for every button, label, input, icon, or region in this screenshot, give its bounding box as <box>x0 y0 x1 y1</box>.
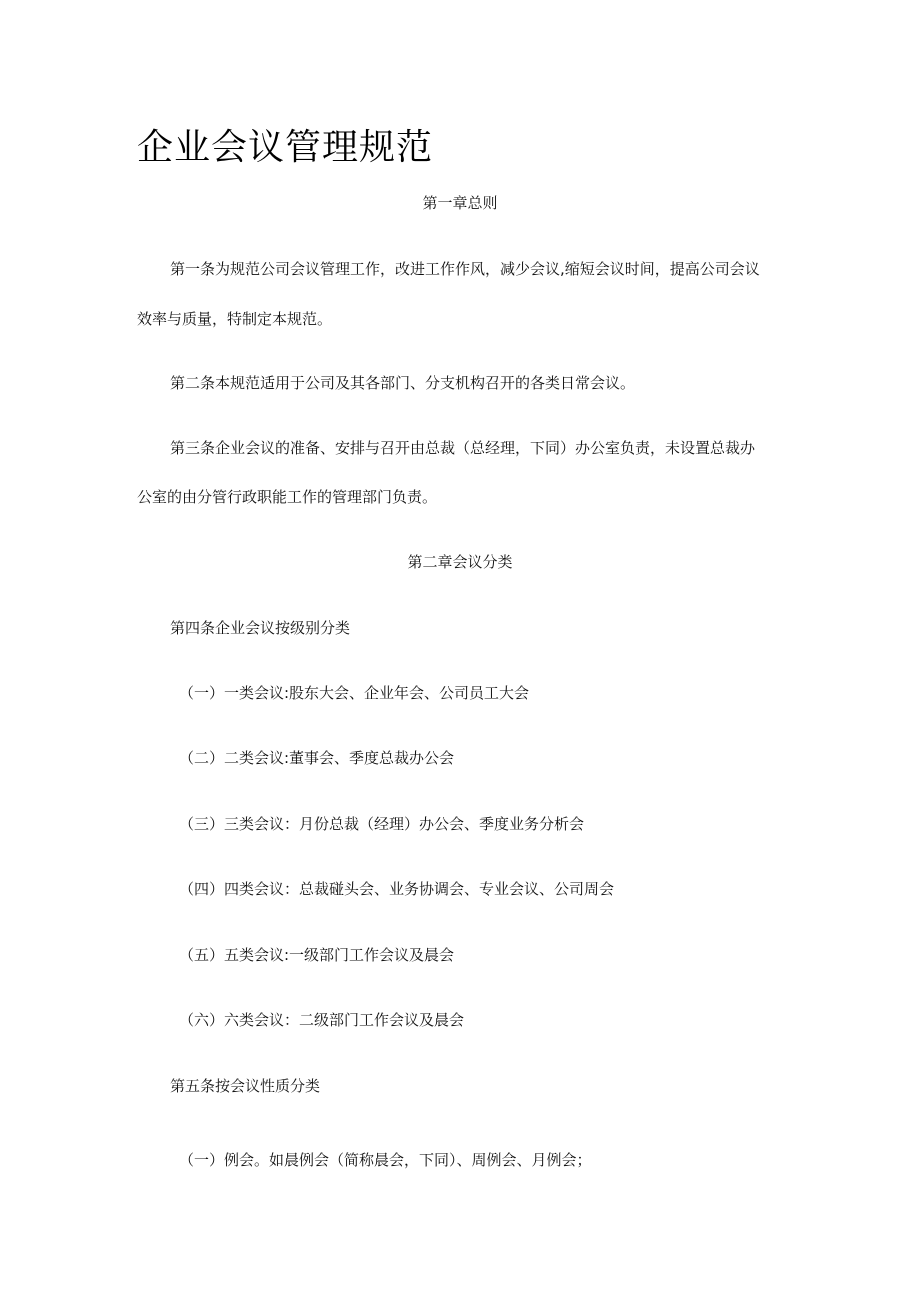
chapter-1-heading: 第一章总则 <box>422 194 498 212</box>
list-item-class-5: （五）五类会议:一级部门工作会议及晨会 <box>179 946 455 964</box>
list-item-class-4: （四）四类会议：总裁碰头会、业务协调会、专业会议、公司周会 <box>179 880 615 898</box>
list-item-regular-meeting: （一）例会。如晨例会（简称晨会，下同）、周例会、月例会； <box>179 1151 592 1169</box>
article-5: 第五条按会议性质分类 <box>170 1077 321 1095</box>
list-item-class-2: （二）二类会议:董事会、季度总裁办公会 <box>179 749 455 767</box>
article-3-line-2: 公室的由分管行政职能工作的管理部门负责。 <box>137 488 438 506</box>
article-3-line-1: 第三条企业会议的准备、安排与召开由总裁（总经理，下同）办公室负责，未设置总裁办 <box>170 439 756 457</box>
article-1-line-2: 效率与质量，特制定本规范。 <box>137 310 333 328</box>
list-item-class-3: （三）三类会议：月份总裁（经理）办公会、季度业务分析会 <box>179 815 585 833</box>
list-item-class-6: （六）六类会议：二级部门工作会议及晨会 <box>179 1011 465 1029</box>
article-2: 第二条本规范适用于公司及其各部门、分支机构召开的各类日常会议。 <box>170 374 636 392</box>
article-4: 第四条企业会议按级别分类 <box>170 619 351 637</box>
list-item-class-1: （一）一类会议:股东大会、企业年会、公司员工大会 <box>179 684 530 702</box>
document-title: 企业会议管理规范 <box>137 127 434 168</box>
article-1-line-1: 第一条为规范公司会议管理工作，改进工作作风，减少会议,缩短会议时间，提高公司会议 <box>170 260 760 278</box>
chapter-2-heading: 第二章会议分类 <box>407 553 513 571</box>
